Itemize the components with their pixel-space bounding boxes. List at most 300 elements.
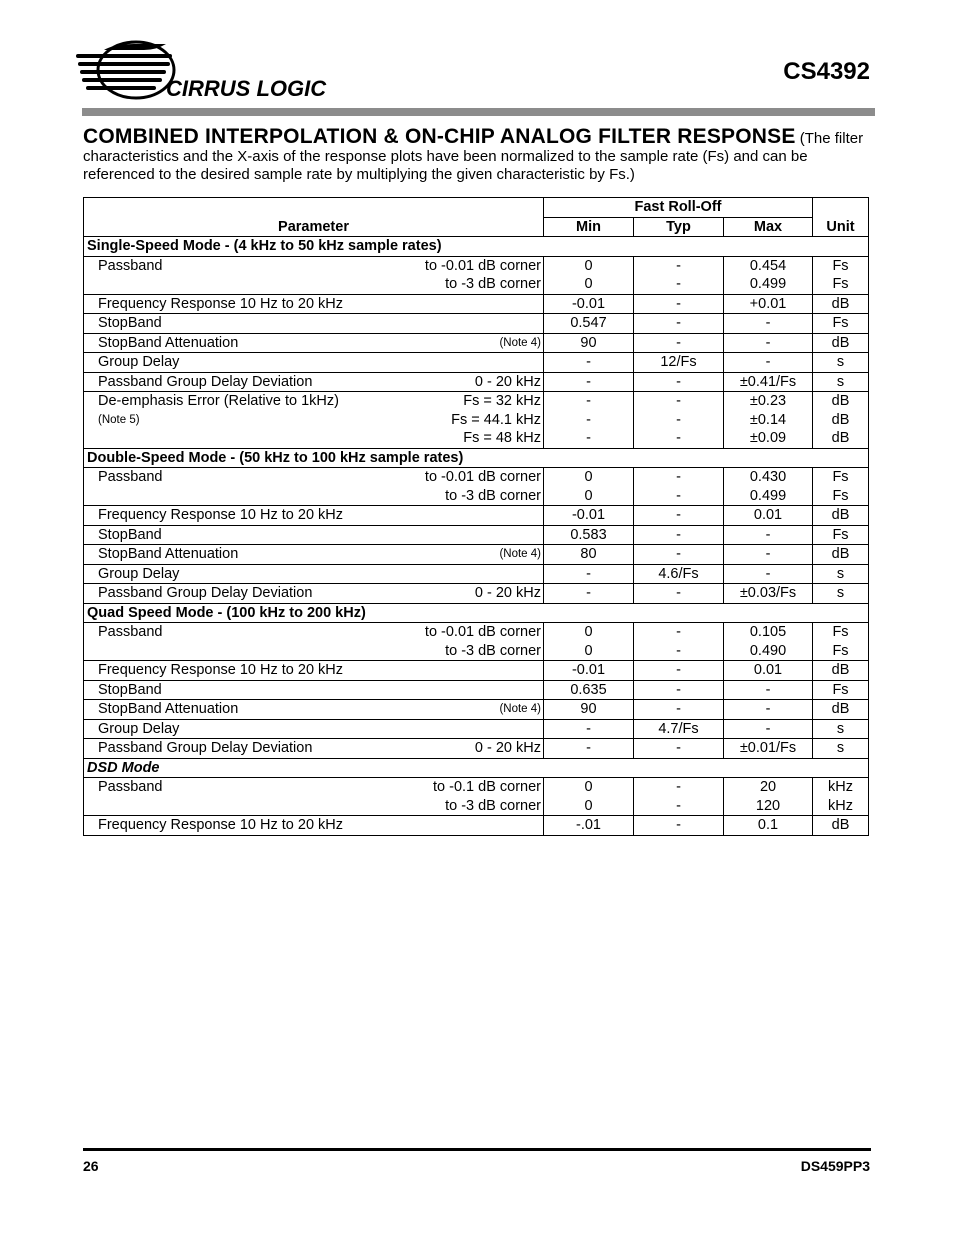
table-row: [84, 506, 869, 526]
typ-cell: [634, 314, 724, 334]
table-row: [84, 353, 869, 373]
typ-cell: [634, 353, 724, 373]
parameter-cell: [84, 680, 544, 700]
parameter-name: StopBand: [98, 681, 162, 698]
min-value: -: [586, 565, 591, 582]
parameter-name: Frequency Response 10 Hz to 20 kHz: [98, 662, 344, 678]
typ-cell: [634, 372, 724, 392]
typ-value: -: [676, 257, 681, 274]
header-group-label: Fast Roll-Off: [634, 199, 722, 215]
typ-value: -: [676, 487, 681, 504]
min-cell: [544, 353, 634, 373]
parameter-wrap: [84, 373, 543, 392]
unit-cell: [813, 719, 869, 739]
max-value: ±0.41/Fs: [739, 373, 797, 390]
min-cell: [544, 468, 634, 506]
header-min: Min: [544, 217, 634, 237]
unit-cell: [813, 506, 869, 526]
max-cell: [724, 525, 813, 545]
max-cell: [724, 816, 813, 836]
max-cell: [724, 778, 813, 816]
header-parameter: Parameter: [278, 218, 349, 235]
logo-text: CIRRUS LOGIC: [166, 76, 327, 101]
parameter-name: Passband: [98, 469, 163, 485]
max-cell: [724, 506, 813, 526]
max-value: 0.430: [749, 469, 787, 485]
parameter-name: Group Delay: [98, 565, 180, 582]
parameter-left: [98, 681, 162, 700]
max-cell: [724, 564, 813, 584]
condition-text: 0 - 20 kHz: [474, 373, 541, 390]
max-value: -: [765, 701, 771, 717]
min-cell: [544, 545, 634, 565]
condition-text: to -0.01 dB corner: [424, 469, 541, 485]
typ-value: -: [676, 642, 681, 659]
header-max: Max: [724, 217, 813, 237]
max-value: -: [765, 565, 771, 582]
unit-cell: [813, 545, 869, 565]
parameter-left: [98, 526, 162, 545]
parameter-cell: [84, 468, 544, 506]
min-value: -: [586, 740, 591, 756]
max-value: ±0.23: [749, 393, 787, 409]
table-row: [84, 314, 869, 334]
parameter-cell: [84, 623, 544, 661]
min-cell: [544, 700, 634, 720]
typ-cell: [634, 719, 724, 739]
typ-value: -: [676, 373, 681, 390]
table-row: [84, 392, 869, 449]
note-reference: (Note 4): [499, 336, 541, 349]
parameter-wrap: [84, 295, 543, 314]
cirrus-logic-logo: [74, 38, 334, 104]
unit-value: s: [836, 720, 845, 737]
section-description: filter characteristics and the X-axis of the response plots have been normalized to the sample rate (Fs) and can be referenced to the desired sample rate by multiplying the given characteristic by Fs.): [83, 130, 864, 183]
condition-text: Fs = 48 kHz: [463, 430, 541, 446]
max-value: 0.01: [753, 662, 783, 678]
min-cell: [544, 623, 634, 661]
parameter-name: Passband: [98, 624, 163, 640]
min-value: 0: [584, 257, 593, 274]
parameter-cell: [84, 816, 544, 836]
header-typ: Typ: [634, 217, 724, 237]
max-cell: [724, 584, 813, 604]
unit-cell: [813, 314, 869, 334]
parameter-wrap: [84, 468, 543, 505]
max-cell: [724, 739, 813, 759]
table-row: [84, 700, 869, 720]
condition-text: to -0.1 dB corner: [433, 779, 541, 795]
parameter-left: [98, 314, 162, 333]
parameter-name: StopBand: [98, 526, 162, 543]
min-cell: [544, 294, 634, 314]
min-value: -: [586, 720, 591, 737]
parameter-left: [98, 257, 163, 294]
parameter-left: [98, 623, 163, 660]
typ-value: -: [676, 276, 681, 292]
parameter-cell: [84, 525, 544, 545]
parameter-cell: [84, 353, 544, 373]
typ-value: -: [676, 393, 681, 409]
condition-text: 0 - 20 kHz: [474, 585, 541, 601]
max-cell: [724, 353, 813, 373]
parameter-cell: [84, 333, 544, 353]
unit-cell: [813, 700, 869, 720]
unit-value: dB: [831, 701, 850, 717]
condition-text: to -3 dB corner: [445, 642, 541, 659]
typ-value: -: [676, 662, 681, 678]
typ-value: -: [676, 681, 681, 698]
parameter-conditions: [475, 584, 541, 603]
max-cell: [724, 545, 813, 565]
typ-value: -: [676, 526, 681, 543]
parameter-wrap: [84, 353, 543, 372]
table-row: [84, 816, 869, 836]
table-row: [84, 623, 869, 661]
header-unit: Unit: [826, 218, 855, 235]
typ-cell: [634, 294, 724, 314]
min-cell: [544, 661, 634, 681]
parameter-wrap: [84, 334, 543, 353]
parameter-left: [98, 584, 312, 603]
condition-text: Fs = 32 kHz: [463, 393, 541, 409]
parameter-conditions: [433, 778, 541, 815]
max-cell: [724, 392, 813, 449]
typ-cell: [634, 506, 724, 526]
unit-cell: [813, 739, 869, 759]
parameter-conditions: [425, 623, 541, 660]
min-value: -: [586, 430, 591, 446]
unit-value: dB: [831, 430, 850, 446]
max-value: 120: [755, 797, 781, 814]
parameter-wrap: [84, 565, 543, 584]
table-row: [84, 545, 869, 565]
table-row: [84, 468, 869, 506]
section-row: [84, 758, 869, 778]
parameter-left: [98, 720, 179, 739]
min-value: -0.01: [571, 662, 606, 678]
max-value: -: [765, 546, 771, 562]
condition-text: to -3 dB corner: [445, 487, 541, 504]
min-value: 0: [584, 642, 593, 659]
page-number: 26: [83, 1158, 99, 1174]
min-value: 0.547: [570, 315, 607, 331]
parameter-left: [98, 778, 163, 815]
parameter-conditions: [499, 545, 541, 564]
min-cell: [544, 256, 634, 294]
parameter-wrap: [84, 392, 543, 448]
min-value: -.01: [576, 817, 601, 833]
parameter-left: [98, 545, 238, 564]
section-title: COMBINED INTERPOLATION & ON-CHIP ANALOG FILTER RESPONSE: [83, 125, 796, 148]
min-cell: [544, 778, 634, 816]
unit-value: Fs: [832, 487, 849, 504]
table-row: [84, 333, 869, 353]
header-cell-parameter: [84, 198, 544, 237]
parameter-cell: [84, 506, 544, 526]
max-cell: [724, 294, 813, 314]
parameter-cell: [84, 392, 544, 449]
parameter-wrap: [84, 720, 543, 739]
parameter-cell: [84, 661, 544, 681]
typ-value: -: [676, 740, 681, 756]
min-value: 80: [580, 546, 597, 562]
min-value: 0: [584, 276, 593, 292]
filter-response-table: [83, 197, 869, 836]
unit-value: kHz: [828, 779, 853, 795]
document-id: DS459PP3: [800, 1158, 870, 1174]
parameter-conditions: [499, 700, 541, 719]
min-cell: [544, 314, 634, 334]
condition-text: to -0.01 dB corner: [424, 257, 541, 274]
parameter-wrap: [84, 623, 543, 660]
footer-rule: [83, 1148, 871, 1151]
typ-cell: [634, 584, 724, 604]
unit-cell: [813, 333, 869, 353]
parameter-cell: [84, 778, 544, 816]
unit-cell: [813, 353, 869, 373]
condition-text: to -3 dB corner: [445, 797, 541, 814]
typ-value: -: [676, 817, 681, 833]
unit-cell: [813, 372, 869, 392]
section-title-cell: DSD Mode: [84, 758, 869, 778]
parameter-left: [98, 565, 179, 584]
typ-value: -: [676, 585, 681, 601]
min-value: 0.583: [570, 526, 607, 543]
typ-value: -: [676, 469, 681, 485]
unit-value: s: [836, 354, 845, 370]
typ-value: -: [676, 701, 681, 717]
table-row: [84, 661, 869, 681]
unit-value: dB: [831, 546, 850, 562]
typ-cell: [634, 700, 724, 720]
parameter-left: [98, 700, 238, 719]
parameter-name: Passband Group Delay Deviation: [98, 373, 313, 390]
table-row: [84, 778, 869, 816]
max-value: ±0.09: [749, 430, 787, 446]
parameter-name: De-emphasis Error (Relative to 1kHz): [98, 393, 339, 409]
parameter-cell: [84, 256, 544, 294]
parameter-wrap: [84, 661, 543, 680]
max-value: -: [765, 334, 771, 351]
part-number: CS4392: [783, 58, 870, 85]
condition-text: to -0.01 dB corner: [424, 624, 541, 640]
table-header-row-1: [84, 198, 869, 218]
parameter-wrap: [84, 526, 543, 545]
typ-cell: [634, 392, 724, 449]
table-row: [84, 256, 869, 294]
typ-cell: [634, 623, 724, 661]
max-value: 0.499: [749, 487, 787, 504]
unit-value: s: [836, 740, 845, 756]
min-value: 0: [584, 797, 593, 814]
unit-value: dB: [831, 295, 850, 312]
parameter-cell: [84, 314, 544, 334]
table-row: [84, 564, 869, 584]
typ-cell: [634, 468, 724, 506]
max-cell: [724, 314, 813, 334]
min-value: -: [586, 411, 591, 428]
parameter-wrap: [84, 545, 543, 564]
unit-value: Fs: [832, 642, 849, 659]
min-value: 0.635: [570, 681, 607, 698]
note-reference: (Note 4): [499, 703, 541, 715]
parameter-wrap: [84, 739, 543, 758]
typ-cell: [634, 739, 724, 759]
min-cell: [544, 739, 634, 759]
parameter-left: [98, 392, 339, 448]
section-title-cell: Quad Speed Mode - (100 kHz to 200 kHz): [84, 603, 869, 623]
typ-value: -: [676, 295, 681, 312]
parameter-name: StopBand Attenuation: [98, 701, 239, 717]
unit-value: s: [836, 373, 845, 390]
unit-value: dB: [831, 662, 850, 678]
max-value: -: [765, 681, 771, 698]
parameter-name: Group Delay: [98, 354, 180, 370]
typ-cell: [634, 661, 724, 681]
min-value: -: [586, 585, 591, 601]
parameter-name: Frequency Response 10 Hz to 20 kHz: [98, 507, 344, 523]
parameter-cell: [84, 739, 544, 759]
section-title-cell: Double-Speed Mode - (50 kHz to 100 kHz sample rates): [84, 448, 869, 468]
max-cell: [724, 468, 813, 506]
typ-value: -: [676, 430, 681, 446]
typ-cell: [634, 778, 724, 816]
table-row: [84, 525, 869, 545]
max-value: -: [765, 315, 771, 331]
typ-value: -: [676, 334, 681, 351]
typ-value: 4.7/Fs: [658, 720, 699, 737]
parameter-conditions: [425, 468, 541, 505]
unit-value: dB: [831, 334, 850, 351]
min-cell: [544, 372, 634, 392]
max-value: ±0.01/Fs: [739, 740, 797, 756]
parameter-name: Frequency Response 10 Hz to 20 kHz: [98, 817, 344, 833]
typ-cell: [634, 816, 724, 836]
section-row: [84, 448, 869, 468]
min-value: 90: [580, 701, 597, 717]
parameter-name: Passband Group Delay Deviation: [98, 585, 313, 601]
parameter-cell: [84, 719, 544, 739]
parameter-wrap: [84, 681, 543, 700]
parameter-cell: [84, 700, 544, 720]
min-value: 0: [584, 469, 593, 485]
typ-value: -: [676, 315, 681, 331]
typ-cell: [634, 256, 724, 294]
max-value: ±0.14: [749, 411, 787, 428]
max-cell: [724, 372, 813, 392]
max-cell: [724, 700, 813, 720]
min-cell: [544, 333, 634, 353]
max-value: ±0.03/Fs: [739, 585, 797, 601]
parameter-wrap: [84, 816, 543, 835]
parameter-name: StopBand: [98, 315, 162, 331]
unit-value: dB: [831, 393, 850, 409]
unit-cell: [813, 256, 869, 294]
typ-cell: [634, 333, 724, 353]
max-cell: [724, 661, 813, 681]
unit-value: dB: [831, 817, 850, 833]
max-value: 0.499: [749, 276, 787, 292]
parameter-left: [98, 468, 163, 505]
parameter-cell: [84, 545, 544, 565]
typ-value: -: [676, 507, 681, 523]
parameter-cell: [84, 584, 544, 604]
parameter-left: [98, 353, 179, 372]
typ-value: -: [676, 546, 681, 562]
parameter-conditions: [499, 334, 541, 353]
condition-text: to -3 dB corner: [445, 276, 541, 292]
table-row: [84, 584, 869, 604]
unit-cell: [813, 816, 869, 836]
typ-value: -: [676, 624, 681, 640]
unit-cell: [813, 294, 869, 314]
section-paren-start: (The: [799, 130, 831, 147]
min-cell: [544, 680, 634, 700]
typ-value: 4.6/Fs: [658, 565, 699, 582]
parameter-left: [98, 739, 312, 758]
max-cell: [724, 256, 813, 294]
parameter-conditions: [475, 739, 541, 758]
parameter-name: Passband: [98, 257, 163, 274]
unit-cell: [813, 468, 869, 506]
parameter-left: [98, 506, 343, 525]
max-value: 20: [759, 779, 777, 795]
min-cell: [544, 584, 634, 604]
typ-value: 12/Fs: [660, 354, 697, 370]
unit-value: Fs: [832, 469, 849, 485]
max-cell: [724, 333, 813, 353]
max-value: 0.490: [749, 642, 787, 659]
parameter-conditions: [451, 392, 541, 448]
parameter-conditions: [425, 257, 541, 294]
max-value: -: [765, 354, 771, 370]
parameter-left: [98, 661, 343, 680]
min-cell: [544, 506, 634, 526]
table-row: [84, 739, 869, 759]
typ-cell: [634, 564, 724, 584]
min-cell: [544, 525, 634, 545]
table-row: [84, 372, 869, 392]
parameter-left: [98, 295, 343, 314]
parameter-name: StopBand Attenuation: [98, 546, 239, 562]
parameter-name: Passband Group Delay Deviation: [98, 740, 313, 756]
max-value: 0.1: [757, 817, 779, 833]
min-value: -0.01: [571, 507, 606, 523]
unit-cell: [813, 680, 869, 700]
section-row: [84, 237, 869, 257]
unit-value: Fs: [832, 315, 849, 331]
min-value: -: [586, 373, 591, 390]
max-value: 0.01: [753, 507, 783, 523]
parameter-cell: [84, 564, 544, 584]
unit-value: dB: [831, 411, 850, 428]
unit-value: s: [836, 565, 845, 582]
parameter-wrap: [84, 584, 543, 603]
parameter-cell: [84, 372, 544, 392]
parameter-conditions: [475, 373, 541, 392]
table-row: [84, 719, 869, 739]
parameter-left: [98, 816, 343, 835]
note-reference: (Note 4): [499, 548, 541, 560]
table-body: [84, 198, 869, 836]
max-cell: [724, 623, 813, 661]
parameter-left: [98, 334, 238, 353]
typ-value: -: [676, 411, 681, 428]
unit-value: dB: [831, 507, 850, 523]
max-value: -: [765, 720, 771, 737]
unit-value: Fs: [832, 526, 849, 543]
